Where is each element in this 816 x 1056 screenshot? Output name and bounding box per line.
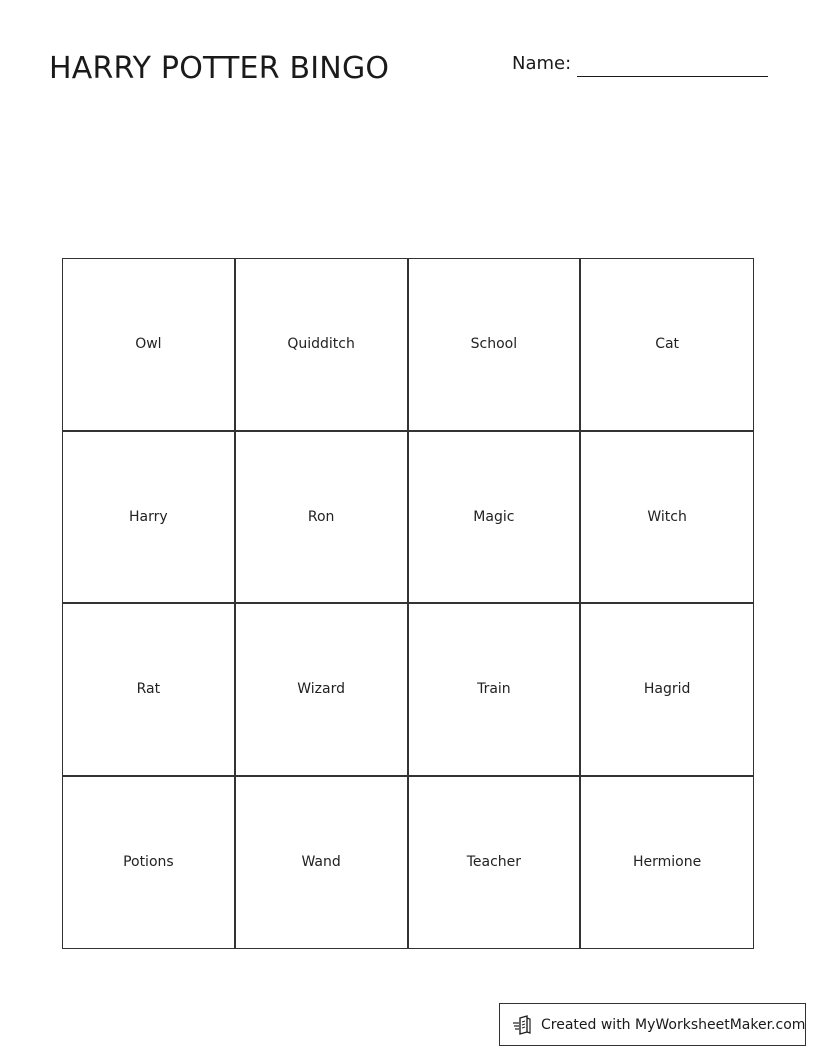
bingo-cell: Rat <box>63 604 236 777</box>
footer-credit <box>499 1003 806 1046</box>
bingo-cell: Hermione <box>581 777 754 950</box>
bingo-cell: Teacher <box>409 777 582 950</box>
bingo-cell: Potions <box>63 777 236 950</box>
name-write-line <box>577 76 768 77</box>
bingo-cell: Cat <box>581 259 754 432</box>
name-label: Name: <box>512 53 572 74</box>
bingo-grid <box>62 258 754 949</box>
bingo-cell: Witch <box>581 432 754 605</box>
bingo-cell: Hagrid <box>581 604 754 777</box>
page-title: HARRY POTTER BINGO <box>49 51 390 86</box>
footer-text: Created with MyWorksheetMaker.com <box>541 1016 806 1033</box>
bingo-cell: Train <box>409 604 582 777</box>
bingo-cell: Wand <box>236 777 409 950</box>
bingo-cell: Harry <box>63 432 236 605</box>
bingo-cell: Ron <box>236 432 409 605</box>
bingo-cell: Wizard <box>236 604 409 777</box>
bingo-cell: Quidditch <box>236 259 409 432</box>
bingo-cell: Magic <box>409 432 582 605</box>
bingo-cell: Owl <box>63 259 236 432</box>
bingo-cell: School <box>409 259 582 432</box>
worksheet-maker-logo-icon <box>512 1015 532 1035</box>
